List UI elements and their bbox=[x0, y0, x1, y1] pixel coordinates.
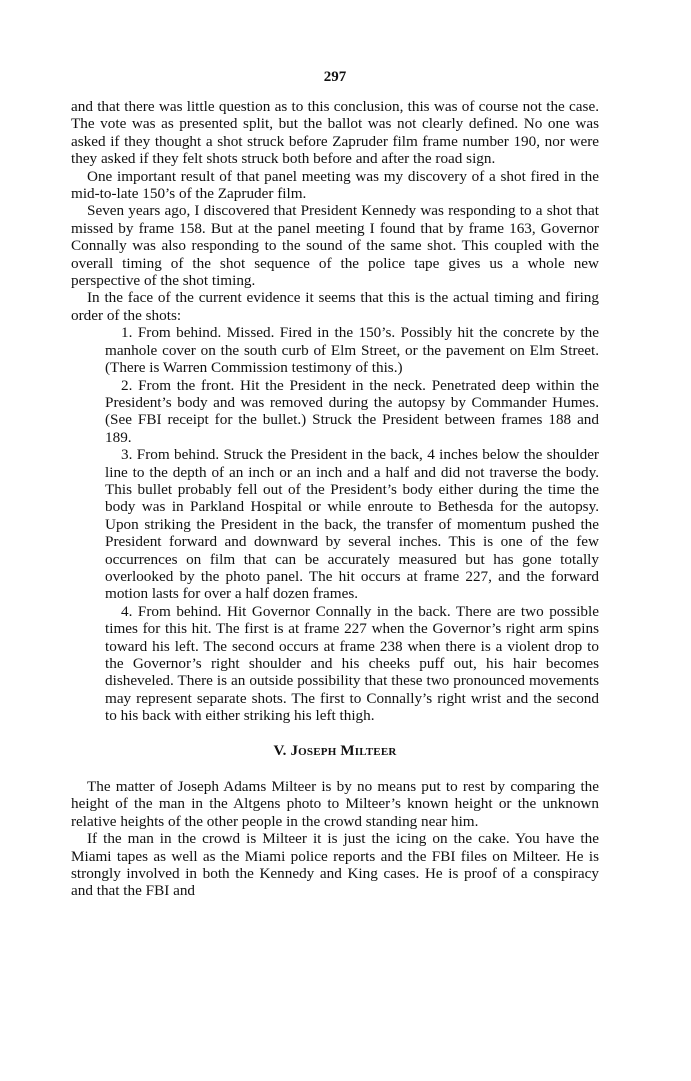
section-heading: V. Joseph Milteer bbox=[273, 742, 397, 759]
shot-list bbox=[105, 324, 599, 724]
paragraph: One important result of that panel meeting was my discovery of a shot fired in the mid-to-late 150’s of the Zapruder film. bbox=[71, 167, 599, 203]
document-page bbox=[71, 68, 599, 900]
paragraph: The matter of Joseph Adams Milteer is by no means put to rest by comparing the height of the man in the Altgens photo to Milteer’s known height or the unknown relative heights of the other people in the crowd standing near him. bbox=[71, 778, 599, 830]
shot-item: 3. From behind. Struck the President in the back, 4 inches below the shoulder line to the depth of an inch or an inch and a half and did not traverse the body. This bullet probably fell out of the President’s body either during the time the body was in Parkland Hospital or while enroute to Bethesda for the autopsy. Upon striking the President in the back, the transfer of momentum pushed the President forward and downward by several inches. This is one of the few occurrences on film that can be accurately measured but has gone totally overlooked by the photo panel. The hit occurs at frame 227, and the forward motion lasts for over a half dozen frames. bbox=[105, 446, 599, 603]
shot-item: 4. From behind. Hit Governor Connally in the back. There are two possible times for this hit. The first is at frame 227 when the Governor’s right arm spins toward his left. The second occurs at frame 238 when there is a violent drop to the Governor’s right shoulder and his cheeks puff out, his hair becomes disheveled. There is an outside possibility that these two pronounced movements may represent separate shots. The first to Connally’s right wrist and the second to his back with either striking his left thigh. bbox=[105, 602, 599, 725]
page-number: 297 bbox=[323, 69, 347, 85]
paragraph: If the man in the crowd is Milteer it is just the icing on the cake. You have the Miami tapes as well as the Miami police reports and the FBI files on Milteer. He is strongly involved in both the Kennedy and King cases. He is proof of a conspiracy and that the FBI and bbox=[71, 830, 599, 900]
shot-item: 2. From the front. Hit the President in the neck. Penetrated deep within the President’s body and was removed during the autopsy by Commander Humes. (See FBI receipt for the bullet.) Struck the President between frames 188 and 189. bbox=[105, 376, 599, 446]
body-text-before bbox=[71, 98, 599, 324]
shot-item: 1. From behind. Missed. Fired in the 150’s. Possibly hit the concrete by the manhole cover on the south curb of Elm Street, or the pavement on Elm Street. (There is Warren Commission testimony of this.) bbox=[105, 324, 599, 377]
paragraph: In the face of the current evidence it seems that this is the actual timing and firing order of the shots: bbox=[71, 289, 599, 324]
body-text-after bbox=[71, 778, 599, 900]
paragraph: and that there was little question as to this conclusion, this was of course not the case. The vote was as presented split, but the ballot was not clearly defined. No one was asked if they thought a shot struck before Zapruder film frame number 190, nor were they asked if they felt shots struck both before and after the road sign. bbox=[71, 98, 599, 168]
paragraph: Seven years ago, I discovered that President Kennedy was responding to a shot that missed by frame 158. But at the panel meeting I found that by frame 163, Governor Connally was also responding to the sound of the same shot. This coupled with the overall timing of the shot sequence of the police tape gives us a whole new perspective of the shot timing. bbox=[71, 202, 599, 290]
